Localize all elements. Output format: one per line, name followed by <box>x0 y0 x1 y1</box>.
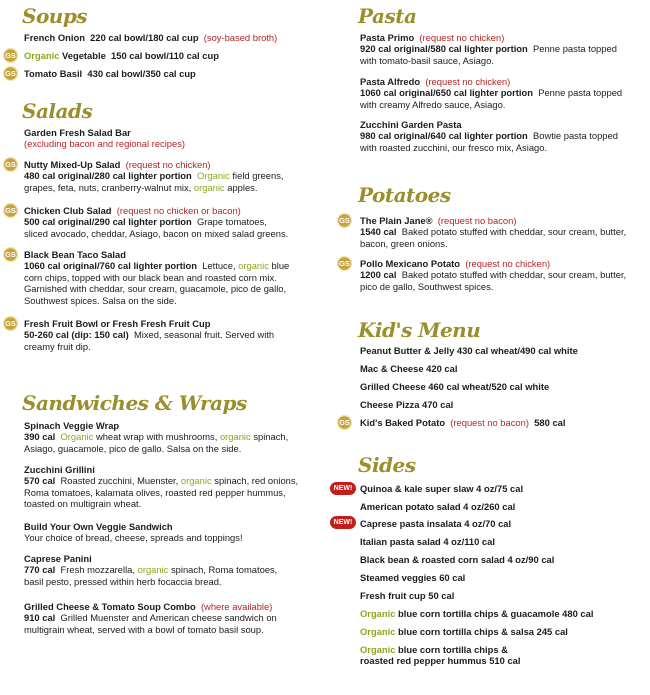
side-item: Caprese pasta insalata 4 oz/70 cal <box>360 518 512 529</box>
item-note: (soy-based broth) <box>203 32 278 43</box>
organic-label: organic <box>193 181 225 193</box>
gs-badge-icon: GS <box>3 48 18 63</box>
kids-item: Cheese Pizza 470 cal <box>360 399 454 410</box>
side-item: Black bean & roasted corn salad 4 oz/90 cal <box>360 554 555 565</box>
item-calories: 1200 cal <box>360 269 397 281</box>
menu-item-nutty-salad <box>24 159 324 193</box>
menu-item-chicken-club <box>24 205 324 239</box>
item-description: sliced avocado, cheddar, Asiago, bacon on mixed salad greens. <box>24 227 289 239</box>
item-note: (excluding bacon and regional recipes) <box>24 138 186 150</box>
item-description: bacon, green onions. <box>360 237 448 249</box>
item-name: Pollo Mexicano Potato <box>360 258 461 269</box>
organic-label: Organic <box>196 170 230 182</box>
item-description: blue <box>271 260 290 272</box>
item-description: corn chips, topped with our black bean and roasted corn mix. <box>24 271 277 283</box>
item-description: Asiago, guacamole, pico de gallo. Salsa on the side. <box>24 442 242 454</box>
item-description: creamy fruit dip. <box>24 340 91 352</box>
menu-item-byo-sandwich <box>24 521 324 544</box>
item-description: wheat wrap with mushrooms, <box>95 431 218 443</box>
item-description: with roasted zucchini, our fresco mix, Asiago. <box>360 141 548 153</box>
item-name: Caprese Panini <box>24 553 92 564</box>
salads-heading: Salads <box>22 99 93 123</box>
menu-item-pasta-primo <box>360 32 650 66</box>
side-item: American potato salad 4 oz/260 cal <box>360 501 516 512</box>
item-request: (request no chicken or bacon) <box>116 205 241 216</box>
item-description: Bowtie pasta topped <box>532 130 618 142</box>
item-description: spinach, <box>253 431 289 443</box>
item-name: Zucchini Garden Pasta <box>360 119 462 130</box>
gs-badge-icon: GS <box>337 415 352 430</box>
item-name: French Onion <box>24 32 85 43</box>
item-description: field greens, <box>232 170 284 182</box>
item-request: (request no bacon) <box>450 417 529 428</box>
menu-item-pollo-mexicano <box>360 258 650 292</box>
organic-label: organic <box>219 431 251 443</box>
organic-label: Organic <box>24 50 60 61</box>
item-name: Pasta Primo <box>360 32 415 43</box>
potatoes-heading: Potatoes <box>358 183 451 207</box>
item-calories: 430 cal bowl/350 cal cup <box>87 68 196 79</box>
item-description: apples. <box>227 181 258 193</box>
menu-item-caprese-panini <box>24 553 324 587</box>
menu-item-taco-salad <box>24 249 324 306</box>
item-description: Penne pasta topped <box>538 87 623 99</box>
item-calories: 500 cal original/290 cal lighter portion <box>24 216 192 228</box>
kids-item: Peanut Butter & Jelly 430 cal wheat/490 cal white <box>360 345 578 356</box>
item-name: The Plain Jane® <box>360 215 433 226</box>
menu-item-zucchini-grillini <box>24 464 324 510</box>
item-calories: 1540 cal <box>360 226 397 238</box>
menu-item-garden-salad <box>24 127 185 150</box>
item-description: with tomato-basil sauce, Asiago. <box>360 54 494 66</box>
gs-badge-icon: GS <box>3 247 18 262</box>
item-calories: 220 cal bowl/180 cal cup <box>90 32 199 43</box>
menu-item-plain-jane <box>360 215 650 249</box>
kids-menu-heading: Kid's Menu <box>358 318 481 342</box>
item-name: Zucchini Grillini <box>24 464 95 475</box>
menu-item-french-onion <box>24 32 277 43</box>
item-text: roasted red pepper hummus 510 cal <box>360 655 521 667</box>
gs-badge-icon: GS <box>3 203 18 218</box>
item-description: spinach, red onions, <box>214 475 299 487</box>
sandwiches-heading: Sandwiches & Wraps <box>22 391 247 415</box>
side-item: Fresh fruit cup 50 cal <box>360 590 455 601</box>
item-calories: 50-260 cal (dip: 150 cal) <box>24 329 129 341</box>
item-name: Chicken Club Salad <box>24 205 112 216</box>
item-description: Southwest spices. Salsa on the side. <box>24 294 177 306</box>
item-description: spinach, Roma tomatoes, <box>170 564 278 576</box>
item-description: toasted on multigrain wheat. <box>24 498 142 510</box>
item-description: with creamy Alfredo sauce, Asiago. <box>360 98 506 110</box>
item-name: Fresh Fruit Bowl or Fresh Fresh Fruit Cup <box>24 318 211 329</box>
item-description: Mixed, seasonal fruit. Served with <box>133 329 275 341</box>
item-name: Kid's Baked Potato <box>360 417 446 428</box>
item-calories: 390 cal <box>24 431 56 443</box>
side-item: Quinoa & kale super slaw 4 oz/75 cal <box>360 483 524 494</box>
side-item-chips-guacamole <box>360 608 593 619</box>
item-request: (request no chicken) <box>425 76 511 87</box>
item-calories: 920 cal original/580 cal lighter portion <box>360 43 528 55</box>
item-calories: 150 cal bowl/110 cal cup <box>111 50 219 61</box>
item-name: Grilled Cheese & Tomato Soup Combo <box>24 601 196 612</box>
kids-item: Grilled Cheese 460 cal wheat/520 cal white <box>360 381 550 392</box>
organic-label: Organic <box>60 431 94 443</box>
item-calories: 1060 cal original/650 cal lighter portion <box>360 87 533 99</box>
gs-badge-icon: GS <box>337 213 352 228</box>
item-name: Pasta Alfredo <box>360 76 421 87</box>
item-calories: 910 cal <box>24 612 56 624</box>
kids-item-baked-potato <box>360 417 565 428</box>
item-name: Garden Fresh Salad Bar <box>24 127 131 138</box>
item-description: Grilled Muenster and American cheese sandwich on <box>60 612 277 624</box>
item-description: Grape tomatoes, <box>196 216 267 228</box>
sides-heading: Sides <box>358 453 416 477</box>
item-request: (where available) <box>200 601 273 612</box>
item-calories: 980 cal original/640 cal lighter portion <box>360 130 528 142</box>
gs-badge-icon: GS <box>3 66 18 81</box>
item-request: (request no chicken) <box>125 159 211 170</box>
item-description: Garnished with cheddar, sour cream, guacamole, pico de gallo, <box>24 283 287 295</box>
organic-label: organic <box>137 564 169 576</box>
item-description: Fresh mozzarella, <box>60 564 136 576</box>
pasta-heading: Pasta <box>358 4 417 28</box>
item-calories: 570 cal <box>24 475 56 487</box>
item-request: (request no chicken) <box>465 258 551 269</box>
item-name: Tomato Basil <box>24 68 83 79</box>
organic-label: Organic <box>360 626 396 637</box>
item-text: blue corn tortilla chips & <box>398 644 508 655</box>
item-request: (request no chicken) <box>419 32 505 43</box>
side-item: Italian pasta salad 4 oz/110 cal <box>360 536 495 547</box>
item-description: Roma tomatoes, kalamata olives, roasted red pepper hummus, <box>24 486 286 498</box>
item-name: Nutty Mixed-Up Salad <box>24 159 121 170</box>
menu-item-soup-combo <box>24 601 324 635</box>
item-description: Your choice of bread, cheese, spreads and toppings! <box>24 532 243 544</box>
item-text: blue corn tortilla chips & guacamole 480 cal <box>398 608 594 619</box>
menu-item-tomato-basil <box>24 68 196 79</box>
side-item-chips-hummus <box>360 644 520 667</box>
menu-item-vegetable <box>24 50 219 61</box>
side-item-chips-salsa <box>360 626 568 637</box>
item-description: basil pesto, pressed within herb focaccia bread. <box>24 575 222 587</box>
item-calories: 480 cal original/280 cal lighter portion <box>24 170 192 182</box>
item-description: pico de gallo, Southwest spices. <box>360 280 494 292</box>
organic-label: organic <box>180 475 212 487</box>
item-name: Spinach Veggie Wrap <box>24 420 120 431</box>
item-description: Penne pasta topped <box>532 43 617 55</box>
menu-item-spinach-wrap <box>24 420 324 454</box>
new-badge-icon: NEW! <box>330 516 356 529</box>
new-badge-icon: NEW! <box>330 482 356 495</box>
item-calories: 1060 cal original/760 cal lighter portion <box>24 260 197 272</box>
organic-label: Organic <box>360 608 396 619</box>
gs-badge-icon: GS <box>3 157 18 172</box>
organic-label: organic <box>238 260 269 272</box>
item-description: multigrain wheat, served with a bowl of tomato basil soup. <box>24 623 264 635</box>
item-text: blue corn tortilla chips & salsa 245 cal <box>398 626 568 637</box>
item-description: Baked potato stuffed with cheddar, sour cream, butter, <box>401 269 627 281</box>
item-description: Lettuce, <box>202 260 236 272</box>
item-description: grapes, feta, nuts, cranberry-walnut mix, <box>24 181 192 193</box>
item-name: Black Bean Taco Salad <box>24 249 126 260</box>
item-description: Roasted zucchini, Muenster, <box>60 475 179 487</box>
menu-item-pasta-alfredo <box>360 76 650 110</box>
item-name: Vegetable <box>62 50 106 61</box>
side-item: Steamed veggies 60 cal <box>360 572 466 583</box>
item-calories: 770 cal <box>24 564 56 576</box>
item-calories: 580 cal <box>534 417 566 428</box>
item-request: (request no bacon) <box>437 215 517 226</box>
gs-badge-icon: GS <box>3 316 18 331</box>
organic-label: Organic <box>360 644 396 655</box>
menu-item-fruit-bowl <box>24 318 324 352</box>
kids-item: Mac & Cheese 420 cal <box>360 363 458 374</box>
menu-item-zucchini-pasta <box>360 119 650 153</box>
soups-heading: Soups <box>22 4 88 28</box>
item-description: Baked potato stuffed with cheddar, sour cream, butter, <box>401 226 627 238</box>
gs-badge-icon: GS <box>337 256 352 271</box>
item-name: Build Your Own Veggie Sandwich <box>24 521 173 532</box>
